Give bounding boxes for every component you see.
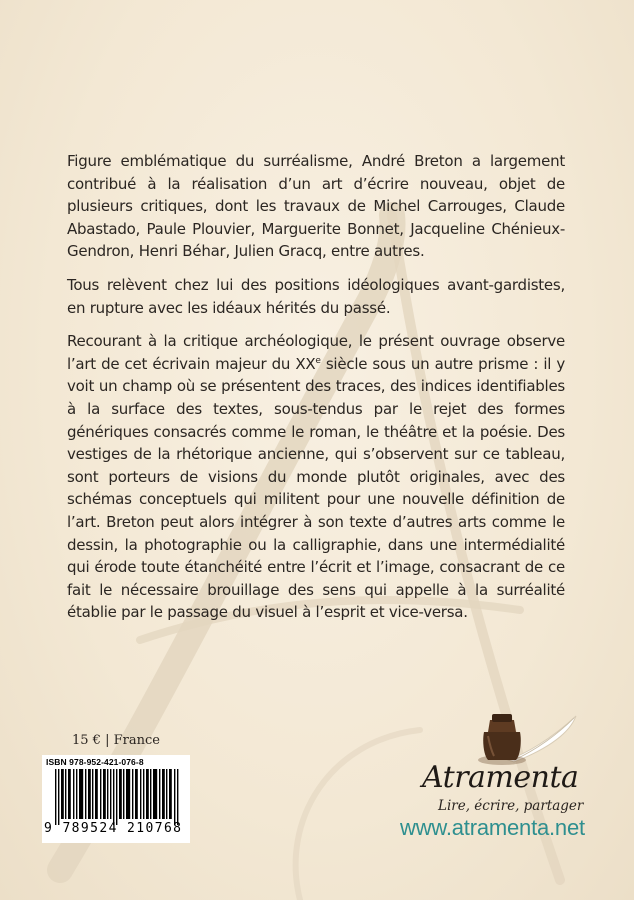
blurb-paragraph-3 [67,330,565,624]
publisher-logo-text: Atramenta [422,760,579,795]
price-label: 15 € | France [72,733,160,748]
barcode-panel [42,755,190,843]
isbn-label: ISBN 978-952-421-076-8 [46,757,144,767]
blurb-paragraph-2: Tous relèvent chez lui des positions idéologiques avant-gardistes, en rupture avec les idéaux hérités du passé. [67,275,565,317]
barcode-bars [46,769,186,825]
ean-digits: 9 789524 210768 [44,821,183,836]
blurb-paragraph-3-start: Recourant à la critique archéologique, le présent ouvrage observe l’art de cet écrivain majeur du XX [67,332,565,373]
blurb-paragraph-3-end: siècle sous un autre prisme : il y voit un champ où se présentent des traces, des indices identifiables à la surface des textes, sous-tendus par le rejet des formes génériques consacrés comme le roman, le théâtre et la poésie. Des vestiges de la rhétorique ancienne, qui s’observent sur ce tableau, sont porteurs de visions du monde plutôt originales, avec des schémas conceptuels qui militent pour une nouvelle définition de l’art. Breton peut alors intégrer à son texte d’autres arts comme le dessin, la photographie ou la calligraphie, dans une intermédialité qui érode toute étanchéité entre l’écrit et l’image, consacrant de ce fait le nécessaire brouillage des sens qui appelle à la surréalité établie par le passage du visuel à l’esprit et vice-versa. [67,354,565,622]
blurb-paragraph-1: Figure emblématique du surréalisme, André Breton a largement contribué à la réalisation d’un art d’écrire nouveau, objet de plusieurs critiques, dont les travaux de Michel Carrouges, Claude Abastado, Paule Plouvier, Marguerite Bonnet, Jacqueline Chénieux-Gendron, Henri Béhar, Julien Gracq, entre autres. [67,152,565,261]
publisher-website-link[interactable]: www.atramenta.net [400,815,585,840]
publisher-tagline: Lire, écrire, partager [438,798,584,814]
inkwell-quill-icon [470,702,580,766]
century-superscript: e [315,355,321,366]
back-cover-blurb [67,150,565,624]
